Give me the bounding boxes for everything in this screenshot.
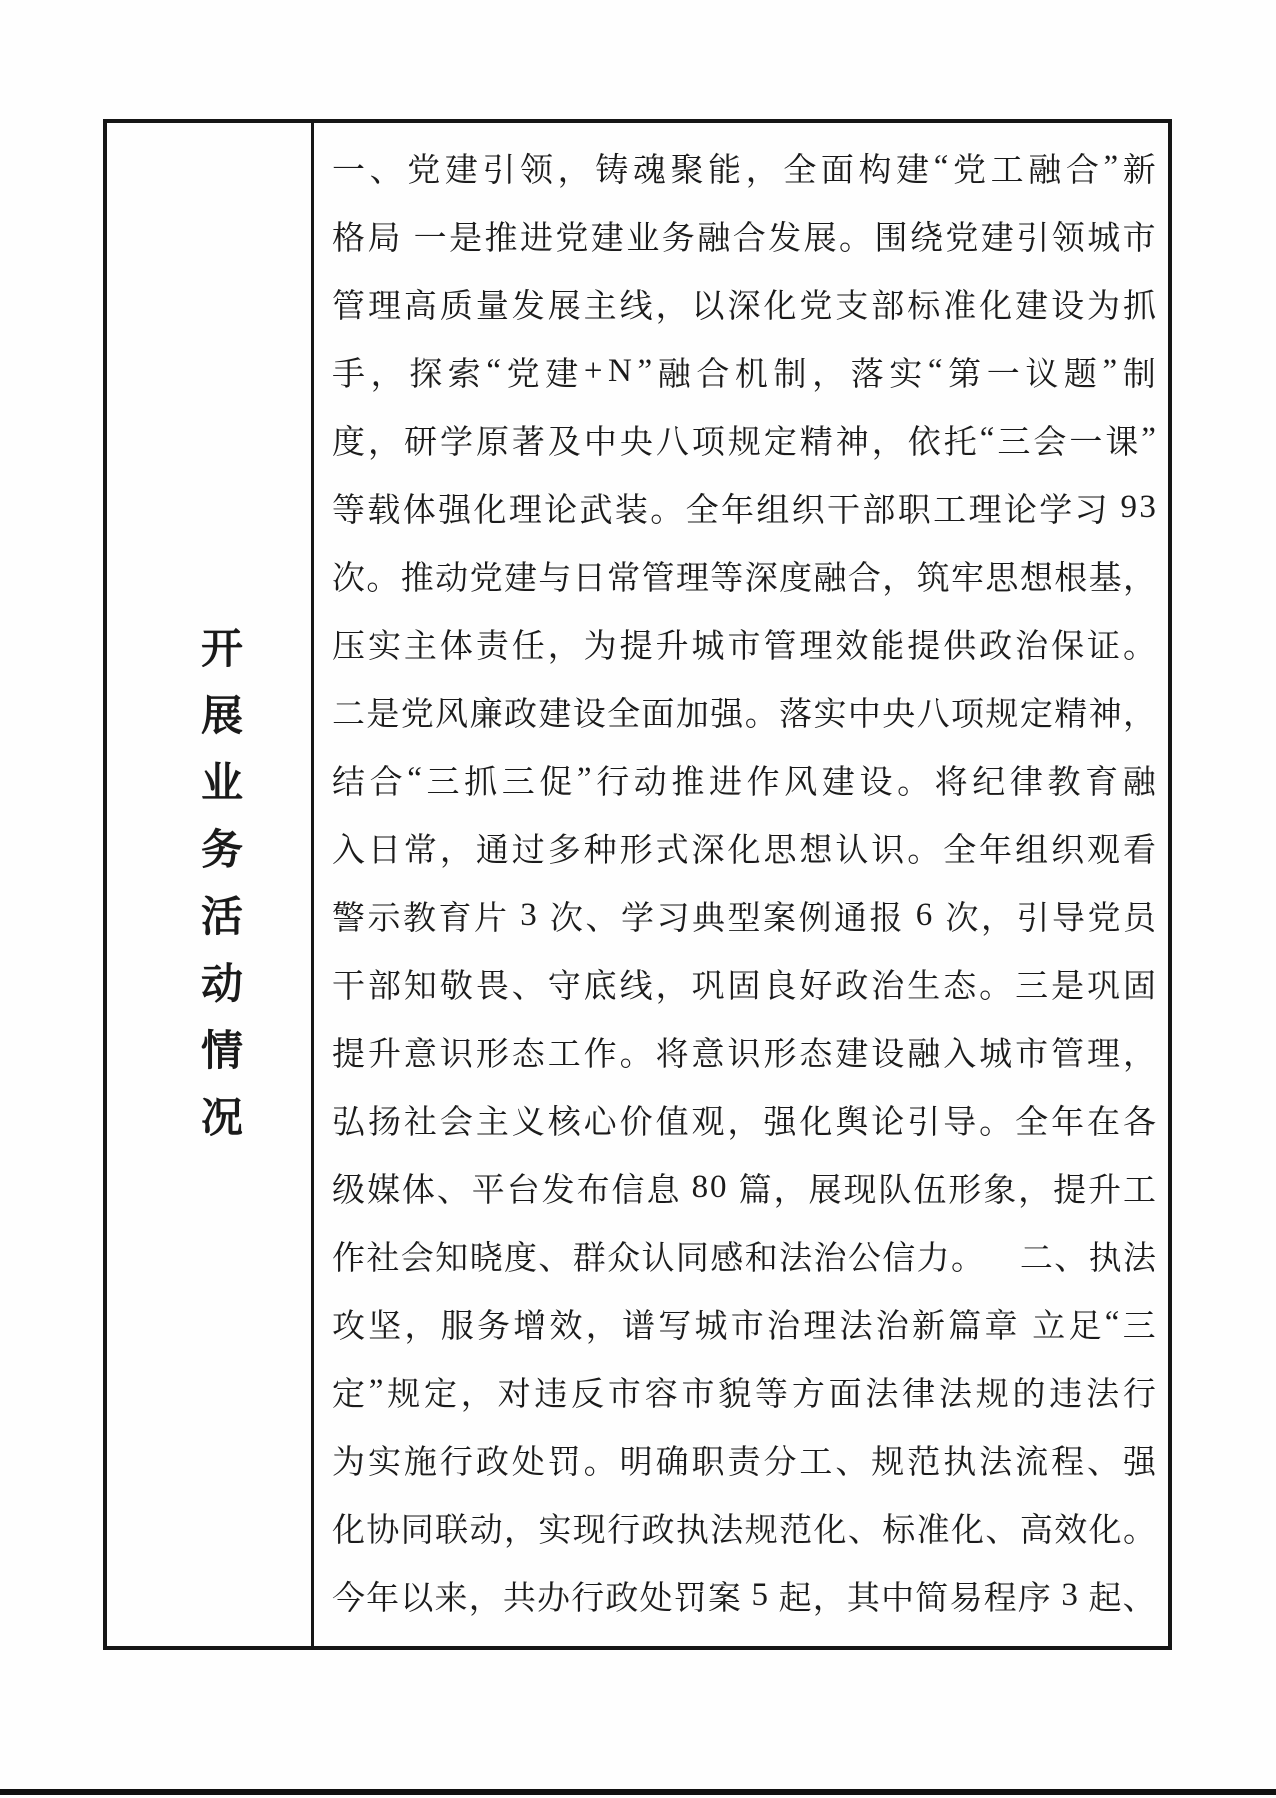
content-line: 度 ， 研 学 原 著 及 中 央 八 项 规 定 精 神 ， 依 托 “ 三 会 一 课 ” (332, 420, 1156, 461)
content-line: 一 、 党 建 引 领 ， 铸 魂 聚 能 ， 全 面 构 建 “ 党 工 融 合 ” 新 (332, 148, 1156, 189)
content-line: 入 日 常 ， 通 过 多 种 形 式 深 化 思 想 认 识 。 全 年 组 织 观 看 (332, 832, 1156, 869)
content-line: 次 。 推 动 党 建 与 日 常 管 理 等 深 度 融 合 ， 筑 牢 思 想 根 基 ， (332, 560, 1156, 597)
row-header-char: 业 (200, 760, 243, 807)
content-line: 今 年 以 来 ， 共 办 行 政 处 罚 案 5 起 ， 其 中 简 易 程 序 3 起 、 (332, 1576, 1156, 1617)
report-table (103, 119, 1172, 1650)
content-line: 弘 扬 社 会 主 义 核 心 价 值 观 ， 强 化 舆 论 引 导 。 全 年 在 各 (332, 1104, 1156, 1141)
content-line: 提 升 意 识 形 态 工 作 。 将 意 识 形 态 建 设 融 入 城 市 管 理 ， (332, 1036, 1156, 1073)
content-line: 结 合 “ 三 抓 三 促 ” 行 动 推 进 作 风 建 设 。 将 纪 律 教 育 融 (332, 760, 1156, 801)
content-line: 定 ” 规 定 ， 对 违 反 市 容 市 貌 等 方 面 法 律 法 规 的 违 法 行 (332, 1372, 1156, 1413)
row-header-char: 活 (200, 894, 243, 941)
content-line: 化 协 同 联 动 ， 实 现 行 政 执 法 规 范 化 、 标 准 化 、 高 效 化 。 (332, 1512, 1156, 1549)
scan-edge-artifact (0, 1789, 1276, 1795)
row-header-char: 情 (200, 1028, 243, 1075)
content-line: 压 实 主 体 责 任 ， 为 提 升 城 市 管 理 效 能 提 供 政 治 保 证 。 (332, 628, 1156, 665)
content-line: 管 理 高 质 量 发 展 主 线 ， 以 深 化 党 支 部 标 准 化 建 设 为 抓 (332, 288, 1156, 325)
activity-content-cell (314, 123, 1168, 1646)
content-line: 攻 坚 ， 服 务 增 效 ， 谱 写 城 市 治 理 法 治 新 篇 章 立 足 “ 三 (332, 1304, 1156, 1345)
content-line: 为 实 施 行 政 处 罚 。 明 确 职 责 分 工 、 规 范 执 法 流 程 、 强 (332, 1444, 1156, 1481)
content-line: 等 载 体 强 化 理 论 武 装 。 全 年 组 织 干 部 职 工 理 论 学 习 9 3 (332, 488, 1156, 529)
row-header-char: 务 (200, 827, 243, 874)
content-line: 作 社 会 知 晓 度 、 群 众 认 同 感 和 法 治 公 信 力 。 二 、 执 法 (332, 1240, 1156, 1277)
content-line: 手 ， 探 索 “ 党 建 + N ” 融 合 机 制 ， 落 实 “ 第 一 议 题 ” 制 (332, 352, 1156, 393)
content-line: 二 是 党 风 廉 政 建 设 全 面 加 强 。 落 实 中 央 八 项 规 定 精 神 ， (332, 696, 1156, 733)
content-line: 干 部 知 敬 畏 、 守 底 线 ， 巩 固 良 好 政 治 生 态 。 三 是 巩 固 (332, 968, 1156, 1005)
content-line: 格 局 一 是 推 进 党 建 业 务 融 合 发 展 。 围 绕 党 建 引 领 城 市 (332, 220, 1156, 257)
row-header-cell-activity (107, 123, 314, 1646)
row-header-char: 展 (200, 693, 243, 740)
row-header-char: 动 (200, 961, 243, 1008)
row-header-char: 况 (200, 1095, 243, 1142)
content-line: 警 示 教 育 片 3 次 、 学 习 典 型 案 例 通 报 6 次 ， 引 导 党 员 (332, 896, 1156, 937)
content-line: 级 媒 体 、 平 台 发 布 信 息 8 0 篇 ， 展 现 队 伍 形 象 ， 提 升 工 (332, 1168, 1156, 1209)
row-header-char: 开 (200, 626, 243, 673)
